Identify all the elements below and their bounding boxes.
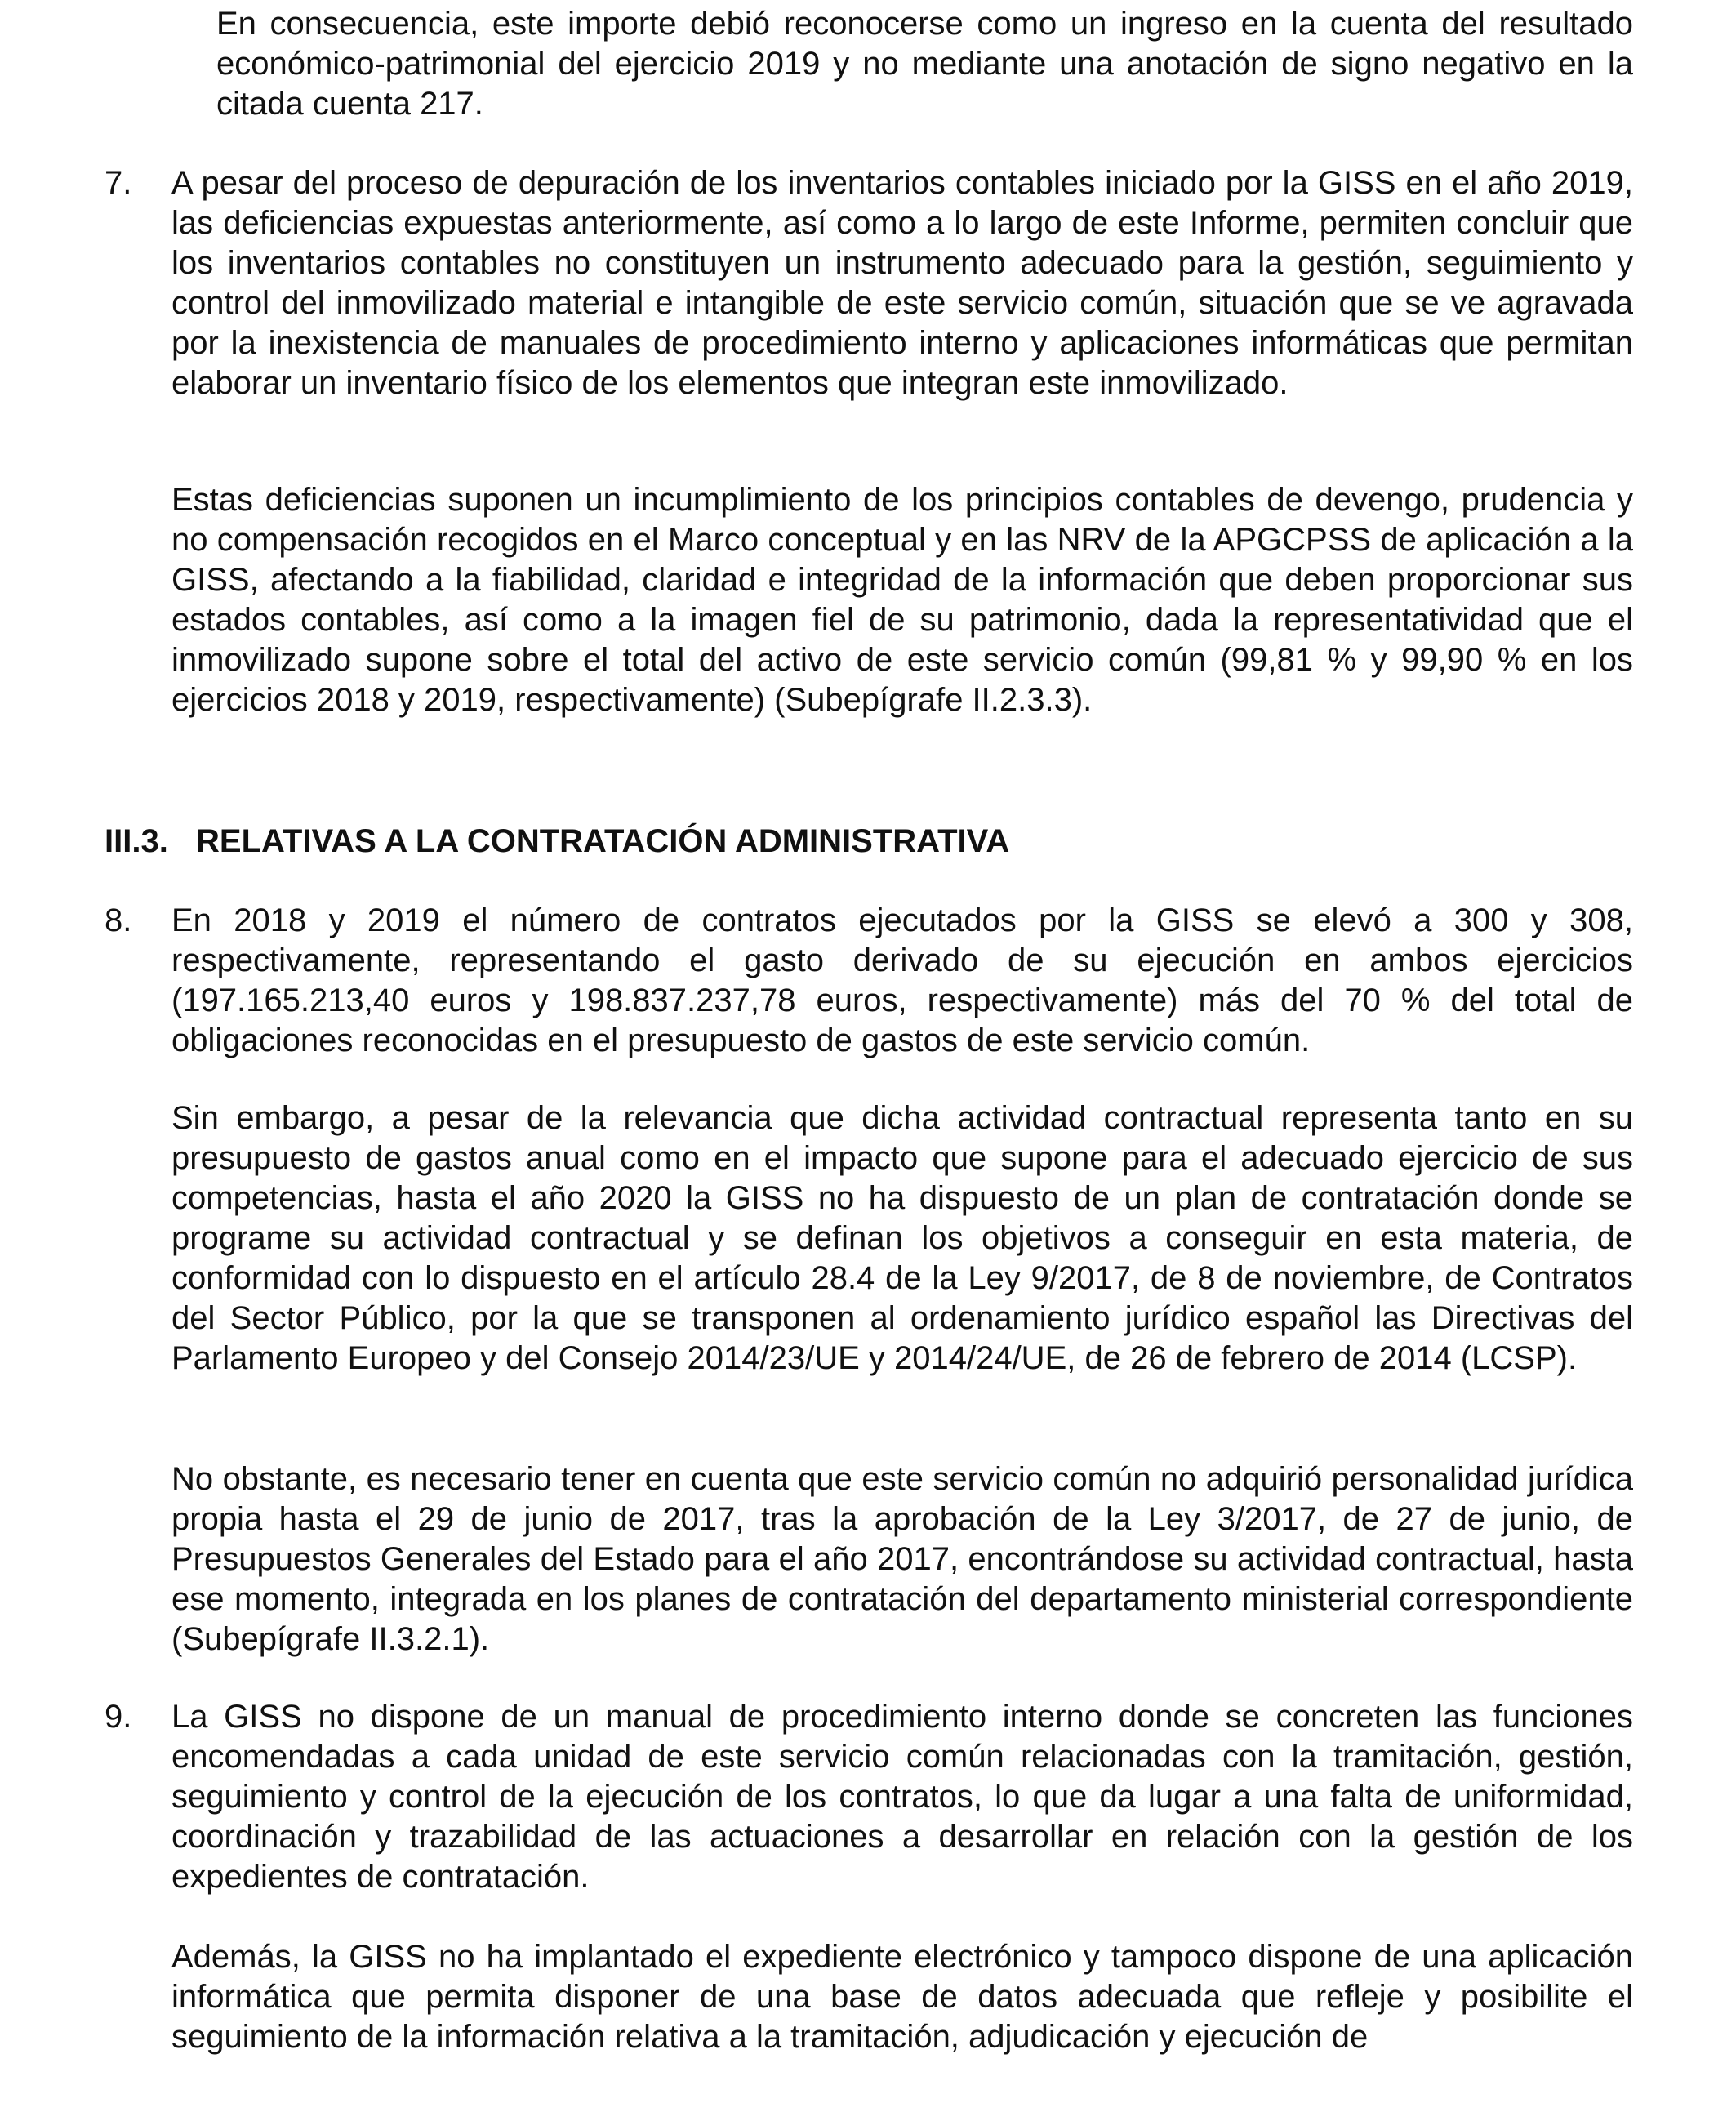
- item-8-paragraph-1: En 2018 y 2019 el número de contratos ejecutados por la GISS se elevó a 300 y 308, respectivamente, representando el gasto derivado de su ejecución en ambos ejercicios (197.165.213,40 euros y 198.837.237,78 euros, respectivamente) más del 70 % del total de obligaciones reconocidas en el presupuesto de gastos de este servicio común.: [171, 902, 1633, 1058]
- item-8-number: 8.: [105, 902, 132, 938]
- paragraph-intro: En consecuencia, este importe debió reconocerse como un ingreso en la cuenta del resultado económico-patrimonial del ejercicio 2019 y no mediante una anotación de signo negativo en la citada cuenta 217.: [216, 6, 1633, 122]
- item-8-paragraph-2: Sin embargo, a pesar de la relevancia que dicha actividad contractual representa tanto en su presupuesto de gastos anual como en el impacto que supone para el adecuado ejercicio de sus competencias, hasta el año 2020 la GISS no ha dispuesto de un plan de contratación donde se programe su actividad contractual y se definan los objetivos a conseguir en esta materia, de conformidad con lo dispuesto en el artículo 28.4 de la Ley 9/2017, de 8 de noviembre, de Contratos del Sector Público, por la que se transponen al ordenamiento jurídico español las Directivas del Parlamento Europeo y del Consejo 2014/23/UE y 2014/24/UE, de 26 de febrero de 2014 (LCSP).: [171, 1100, 1633, 1376]
- item-7-number: 7.: [105, 165, 132, 201]
- item-7-paragraph-2: Estas deficiencias suponen un incumplimiento de los principios contables de devengo, prudencia y no compensación recogidos en el Marco conceptual y en las NRV de la APGCPSS de aplicación a la GISS, afectando a la fiabilidad, claridad e integridad de la información que deben proporcionar sus estados contables, así como a la imagen fiel de su patrimonio, dada la representatividad que el inmovilizado supone sobre el total del activo de este servicio común (99,81 % y 99,90 % en los ejercicios 2018 y 2019, respectivamente) (Subepígrafe II.2.3.3).: [171, 482, 1633, 718]
- item-9-paragraph-1: La GISS no dispone de un manual de procedimiento interno donde se concreten las funciones encomendadas a cada unidad de este servicio común relacionadas con la tramitación, gestión, seguimiento y control de la ejecución de los contratos, lo que da lugar a una falta de uniformidad, coordinación y trazabilidad de las actuaciones a desarrollar en relación con la gestión de los expedientes de contratación.: [171, 1699, 1633, 1895]
- item-7-paragraph-1: A pesar del proceso de depuración de los inventarios contables iniciado por la GISS en el año 2019, las deficiencias expuestas anteriormente, así como a lo largo de este Informe, permiten concluir que los inventarios contables no constituyen un instrumento adecuado para la gestión, seguimiento y control del inmovilizado material e intangible de este servicio común, situación que se ve agravada por la inexistencia de manuales de procedimiento interno y aplicaciones informáticas que permitan elaborar un inventario físico de los elementos que integran este inmovilizado.: [171, 165, 1633, 401]
- item-9-number: 9.: [105, 1699, 132, 1735]
- item-9-paragraph-2: Además, la GISS no ha implantado el expediente electrónico y tampoco dispone de una aplicación informática que permita disponer de una base de datos adecuada que refleje y posibilite el seguimiento de la información relativa a la tramitación, adjudicación y ejecución de: [171, 1939, 1633, 2055]
- section-title: RELATIVAS A LA CONTRATACIÓN ADMINISTRATIVA: [196, 823, 1010, 859]
- section-number: III.3.: [105, 823, 168, 859]
- section-heading: [105, 822, 1633, 862]
- item-8-paragraph-3: No obstante, es necesario tener en cuenta que este servicio común no adquirió personalidad jurídica propia hasta el 29 de junio de 2017, tras la aprobación de la Ley 3/2017, de 27 de junio, de Presupuestos Generales del Estado para el año 2017, encontrándose su actividad contractual, hasta ese momento, integrada en los planes de contratación del departamento ministerial correspondiente (Subepígrafe II.3.2.1).: [171, 1461, 1633, 1657]
